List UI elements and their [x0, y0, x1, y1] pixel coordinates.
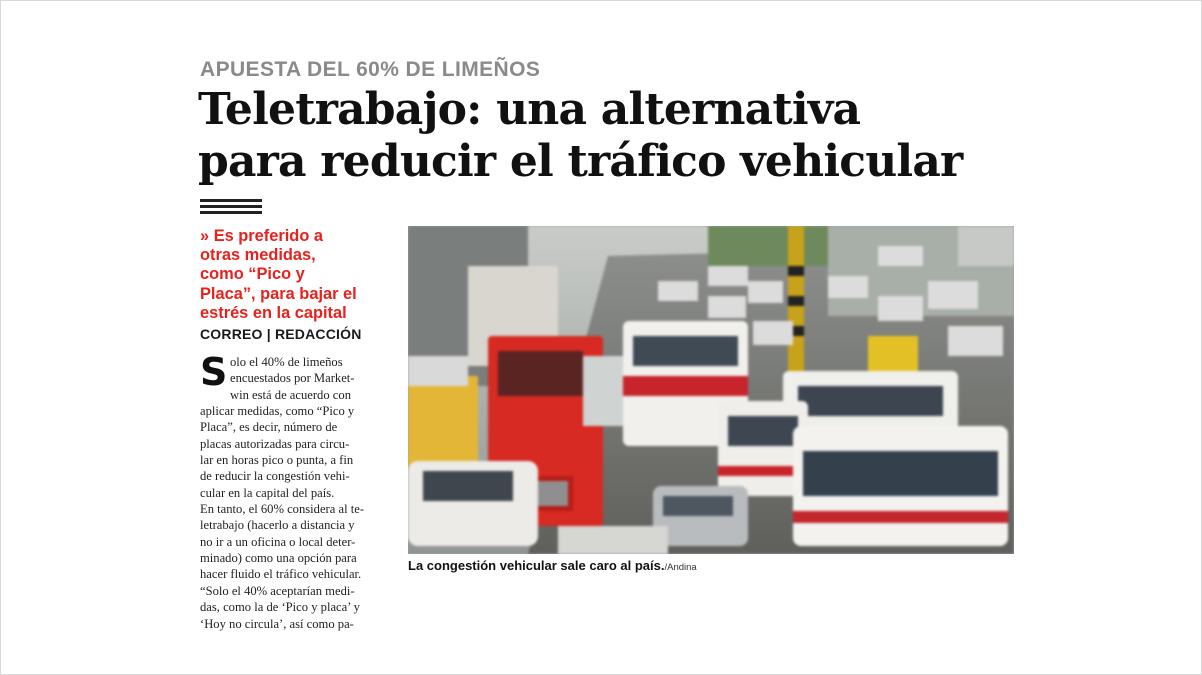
photo-caption — [408, 558, 697, 573]
deck-line: estrés en la capital — [200, 303, 347, 322]
headline-line-1: Teletrabajo: una alternativa — [198, 84, 861, 135]
body-line: ‘Hoy no circula’, así como pa- — [200, 616, 354, 631]
body-line: hacer fluido el tráfico vehicular. — [200, 567, 362, 582]
body-line: minado) como una opción para — [200, 551, 357, 566]
body-line: aplicar medidas, como “Pico y — [200, 404, 355, 419]
body-line: win está de acuerdo con — [230, 387, 351, 402]
body-line: encuestados por Market- — [230, 371, 355, 386]
article-body — [200, 350, 392, 632]
decorative-rules — [200, 199, 262, 217]
deck-line: otras medidas, — [200, 246, 316, 265]
traffic-photo — [408, 226, 1014, 554]
body-line: das, como la de ‘Pico y placa’ y — [200, 600, 360, 615]
body-line: lar en horas pico o punta, a fin — [200, 453, 354, 468]
article-byline: CORREO | REDACCIÓN — [200, 326, 362, 342]
article-headline — [198, 84, 1028, 188]
deck-line: Es preferido a — [213, 227, 323, 245]
drop-cap: S — [200, 350, 228, 394]
deck-line: como “Pico y — [200, 265, 305, 284]
article-deck — [200, 227, 396, 323]
body-line: olo el 40% de limeños — [230, 355, 343, 369]
body-line: En tanto, el 60% considera al te- — [200, 502, 365, 517]
body-line: cular en la capital del país. — [200, 485, 335, 500]
deck-line: Placa”, para bajar el — [200, 284, 357, 303]
headline-line-2: para reducir el tráfico vehicular — [198, 136, 963, 187]
body-line: letrabajo (hacerlo a distancia y — [200, 518, 355, 533]
body-line: placas autorizadas para circu- — [200, 436, 350, 451]
deck-arrow-icon: » — [200, 227, 210, 245]
body-line: “Solo el 40% aceptarían medi- — [200, 583, 355, 598]
body-line: Placa”, es decir, número de — [200, 420, 338, 435]
body-line: no ir a un oficina o local deter- — [200, 534, 356, 549]
caption-text: La congestión vehicular sale caro al país. — [408, 558, 665, 573]
body-line: de reducir la congestión vehi- — [200, 469, 350, 484]
caption-credit: /Andina — [664, 562, 697, 573]
article-kicker: APUESTA DEL 60% DE LIMEÑOS — [200, 58, 541, 81]
